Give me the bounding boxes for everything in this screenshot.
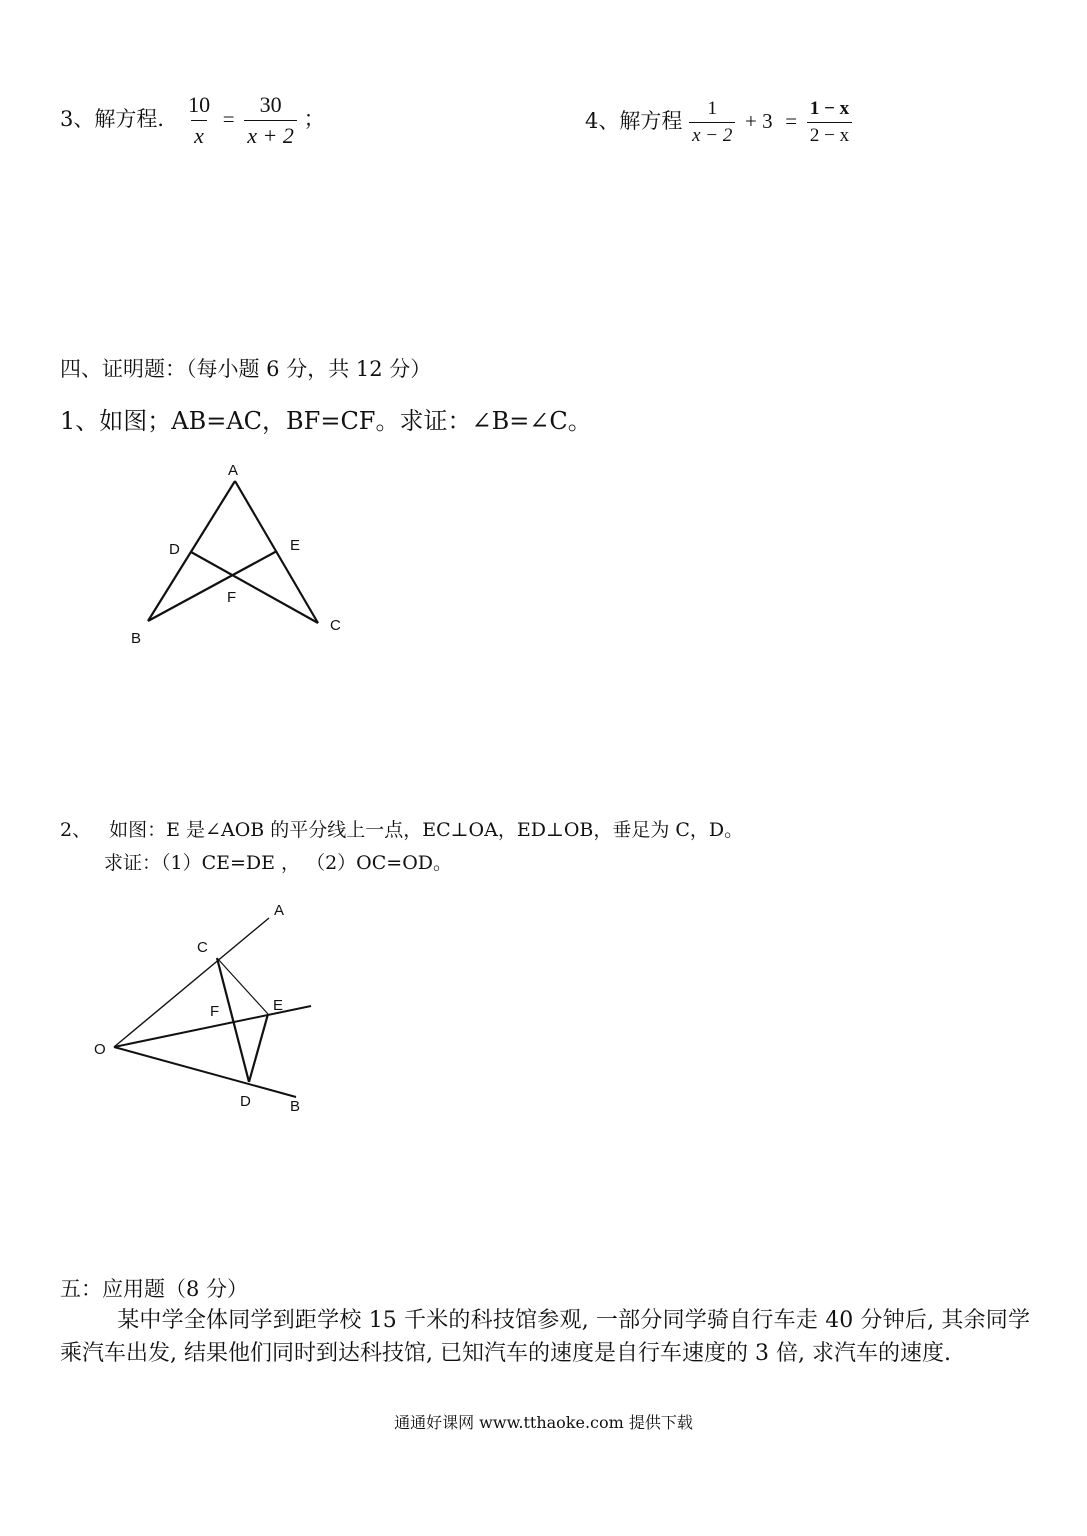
label-e: E	[290, 537, 301, 554]
label-o: O	[94, 1041, 106, 1058]
segment-ed	[249, 1014, 268, 1082]
ray-ob	[114, 1047, 296, 1097]
application-problem-text: 某中学全体同学到距学校 15 千米的科技馆参观, 一部分同学骑自行车走 40 分钟后, 其余同学乘汽车出发, 结果他们同时到达科技馆, 已知汽车的速度是自行车速度的 3 倍, 求汽车的速度.	[60, 1308, 1030, 1366]
ray-oa	[114, 918, 269, 1047]
q3-rhs-fraction: $\frac{30}{x + 2}$	[244, 92, 297, 149]
segment-be	[148, 551, 277, 621]
application-problem	[60, 1304, 1030, 1370]
proof-1-statement: 1、如图；AB=AC，BF=CF。求证：∠B=∠C。	[60, 407, 592, 435]
label-d: D	[240, 1093, 251, 1110]
q4-label: 4、解方程	[585, 109, 683, 133]
label-c: C	[330, 617, 341, 634]
figure-1-triangle	[120, 455, 360, 655]
q3-lhs-fraction: $\frac{10}{x}$	[188, 92, 211, 148]
figure-2-angle-bisector	[85, 895, 345, 1125]
section-4-heading: 四、证明题：（每小题 6 分，共 12 分）	[60, 357, 432, 381]
proof-2-prove: 求证：（1）CE=DE ， （2）OC=OD。	[104, 852, 453, 874]
label-f: F	[227, 589, 237, 606]
q4-rhs-fraction: $\frac{1 - x}{2 - x}$	[807, 98, 852, 147]
segment-ab	[148, 481, 235, 621]
label-f: F	[210, 1003, 220, 1020]
label-a: A	[274, 902, 285, 919]
page-footer: 通通好课网 www.tthaoke.com 提供下载	[394, 1413, 693, 1432]
question-3: 3、解方程． $\frac{10}{x}$ = $\frac{30}{x + 2}$ ；	[60, 92, 325, 148]
q3-label: 3、解方程．	[60, 107, 179, 131]
label-e: E	[273, 997, 284, 1014]
label-b: B	[290, 1098, 301, 1115]
section-5-heading: 五：应用题（8 分）	[60, 1277, 249, 1301]
proof-2-statement: 2、 如图：E 是∠AOB 的平分线上一点，EC⊥OA，ED⊥OB，垂足为 C，D。	[60, 819, 744, 841]
label-a: A	[228, 462, 239, 479]
label-d: D	[169, 541, 180, 558]
question-4: 4、解方程 $\frac{1}{x - 2}$ + 3 = $\frac{1 - x}{2 - x}$	[585, 98, 852, 147]
label-b: B	[131, 630, 142, 647]
q4-lhs-fraction: $\frac{1}{x - 2}$	[689, 98, 735, 147]
label-c: C	[197, 939, 208, 956]
